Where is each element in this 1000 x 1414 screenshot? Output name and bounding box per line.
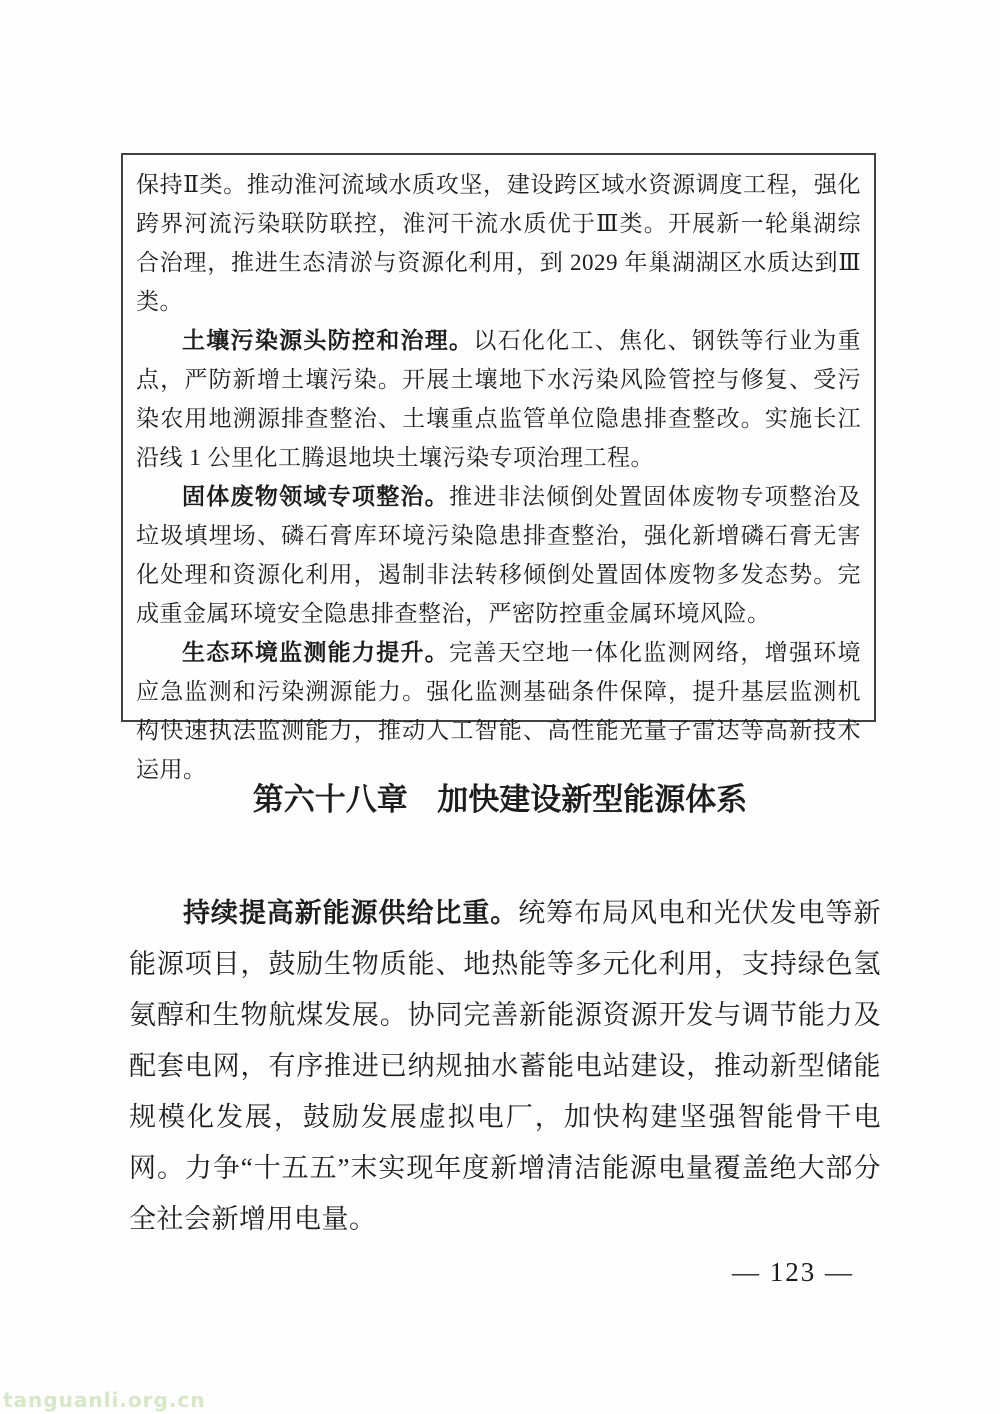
paragraph-text: 推进非法倾倒处置固体废物专项整治及垃圾填埋场、磷石膏库环境污染隐患排查整治，强化新增磷石膏无害化处理和资源化利用，遏制非法转移倾倒处置固体废物多发态势。完成重金属环境安全隐患排查整治，严密防控重金属环境风险。 bbox=[136, 484, 862, 626]
paragraph-soil-pollution bbox=[136, 321, 861, 477]
paragraph-lead: 固体废物领域专项整治。 bbox=[182, 483, 450, 509]
paragraph-lead: 持续提高新能源供给比重。 bbox=[183, 898, 519, 928]
paragraph-text: 统筹布局风电和光伏发电等新能源项目，鼓励生物质能、地热能等多元化利用，支持绿色氢氨醇和生物航煤发展。协同完善新能源资源开发与调节能力及配套电网，有序推进已纳规抽水蓄能电站建设，推动新型储能规模化发展，鼓励发展虚拟电厂，加快构建坚强智能骨干电网。力争“十五五”末实现年度新增清洁能源电量覆盖绝大部分全社会新增用电量。 bbox=[129, 898, 881, 1234]
paragraph-text: 以石化化工、焦化、钢铁等行业为重点，严防新增土壤污染。开展土壤地下水污染风险管控与修复、受污染农用地溯源排查整治、土壤重点监管单位隐患排查整改。实施长江沿线 1 公里化工腾退地块土壤污染专项治理工程。 bbox=[136, 328, 862, 470]
paragraph-eco-monitoring bbox=[136, 633, 861, 789]
chapter-number: 第六十八章 bbox=[252, 782, 408, 817]
chapter-heading bbox=[0, 782, 1000, 818]
paragraph-lead: 土壤污染源头防控和治理。 bbox=[182, 327, 474, 353]
paragraph-new-energy bbox=[129, 888, 881, 1245]
paragraph-water-quality bbox=[136, 165, 861, 321]
main-text-section bbox=[129, 888, 881, 1245]
paragraph-lead: 生态环境监测能力提升。 bbox=[182, 639, 450, 665]
page-number: — 123 — bbox=[732, 1257, 854, 1287]
paragraph-text: 保持Ⅱ类。推动淮河流域水质攻坚，建设跨区域水资源调度工程，强化跨界河流污染联防联控，淮河干流水质优于Ⅲ类。开展新一轮巢湖综合治理，推进生态清淤与资源化利用，到 2029 年巢湖湖区水质达到Ⅲ类。 bbox=[136, 172, 861, 314]
boxed-text-section bbox=[121, 153, 876, 782]
watermark-text: tanguanli.org.cn bbox=[3, 1388, 206, 1412]
paragraph-solid-waste bbox=[136, 477, 861, 633]
paragraph-text: 完善天空地一体化监测网络，增强环境应急监测和污染溯源能力。强化监测基础条件保障，提升基层监测机构快速执法监测能力，推动人工智能、高性能光量子雷达等高新技术运用。 bbox=[136, 640, 862, 782]
chapter-title: 加快建设新型能源体系 bbox=[437, 782, 748, 817]
